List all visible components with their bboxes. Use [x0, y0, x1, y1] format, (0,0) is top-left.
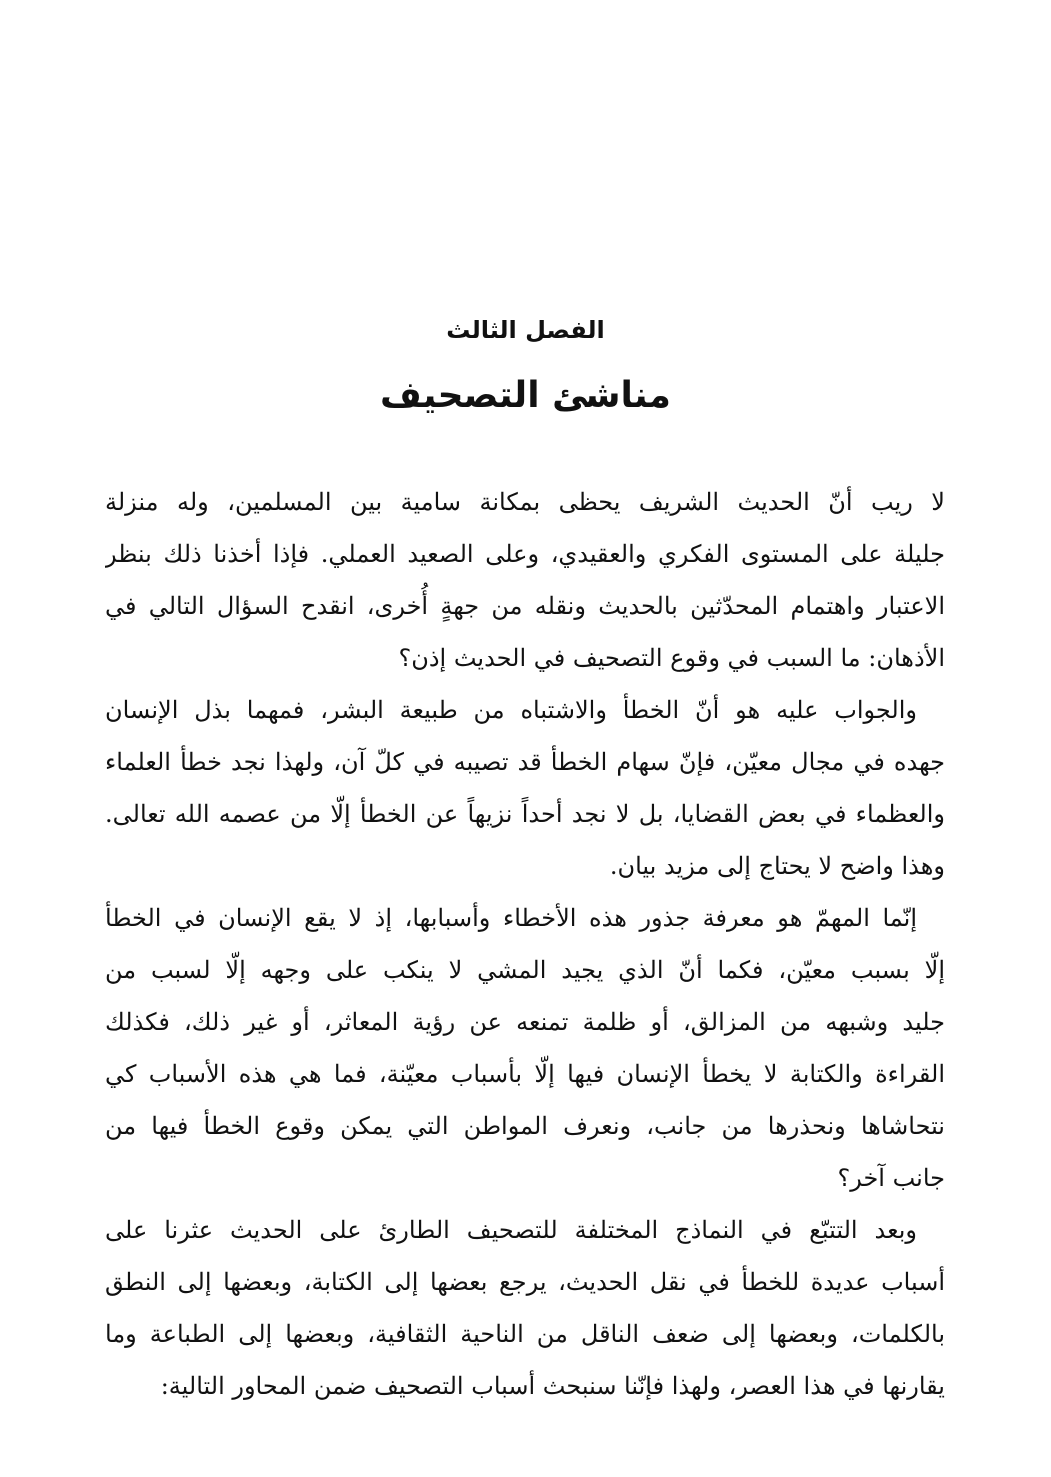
text-line: جانب آخر؟ — [837, 1164, 945, 1192]
text-line: بالكلمات، وبعضها إلى ضعف الناقل من الناحية الثقافية، وبعضها إلى الطباعة وما — [105, 1320, 945, 1348]
text-line: إنّما المهمّ هو معرفة جذور هذه الأخطاء وأسبابها، إذ لا يقع الإنسان في الخطأ — [105, 904, 918, 932]
body-text — [105, 476, 945, 1412]
paragraph — [105, 1204, 945, 1412]
text-line: يقارنها في هذا العصر، ولهذا فإنّنا سنبحث أسباب التصحيف ضمن المحاور التالية: — [160, 1372, 945, 1400]
text-line: جهده في مجال معيّن، فإنّ سهام الخطأ قد تصيبه في كلّ آن، ولهذا نجد خطأ العلماء — [105, 748, 945, 776]
paragraph — [105, 892, 945, 1204]
text-line: الأذهان: ما السبب في وقوع التصحيف في الحديث إذن؟ — [398, 644, 945, 672]
chapter-label: الفصل الثالث — [446, 316, 605, 344]
text-line: والجواب عليه هو أنّ الخطأ والاشتباه من طبيعة البشر، فمهما بذل الإنسان — [105, 696, 917, 724]
text-line: وهذا واضح لا يحتاج إلى مزيد بيان. — [609, 852, 945, 880]
text-line: جليلة على المستوى الفكري والعقيدي، وعلى الصعيد العملي. فإذا أخذنا ذلك بنظر — [105, 540, 945, 568]
text-line: والعظماء في بعض القضايا، بل لا نجد أحداً نزيهاً عن الخطأ إلّا من عصمه الله تعالى. — [105, 800, 945, 828]
text-line: جليد وشبهه من المزالق، أو ظلمة تمنعه عن رؤية المعاثر، أو غير ذلك، فكذلك — [105, 1008, 945, 1036]
chapter-title: مناشئ التصحيف — [380, 375, 671, 416]
text-line: القراءة والكتابة لا يخطأ الإنسان فيها إلّا بأسباب معيّنة، فما هي هذه الأسباب كي — [105, 1060, 945, 1088]
text-line: أسباب عديدة للخطأ في نقل الحديث، يرجع بعضها إلى الكتابة، وبعضها إلى النطق — [105, 1268, 945, 1296]
text-line: وبعد التتبّع في النماذج المختلفة للتصحيف الطارئ على الحديث عثرنا على — [105, 1216, 917, 1244]
text-line: الاعتبار واهتمام المحدّثين بالحديث ونقله من جهةٍ أُخرى، انقدح السؤال التالي في — [105, 592, 945, 620]
paragraph — [105, 684, 945, 892]
paragraph — [105, 476, 945, 684]
text-line: نتحاشاها ونحذرها من جانب، ونعرف المواطن التي يمكن وقوع الخطأ فيها من — [105, 1112, 945, 1140]
text-line: إلّا بسبب معيّن، فكما أنّ الذي يجيد المشي لا ينكب على وجهه إلّا لسبب من — [105, 956, 945, 984]
text-line: لا ريب أنّ الحديث الشريف يحظى بمكانة سامية بين المسلمين، وله منزلة — [105, 488, 945, 516]
